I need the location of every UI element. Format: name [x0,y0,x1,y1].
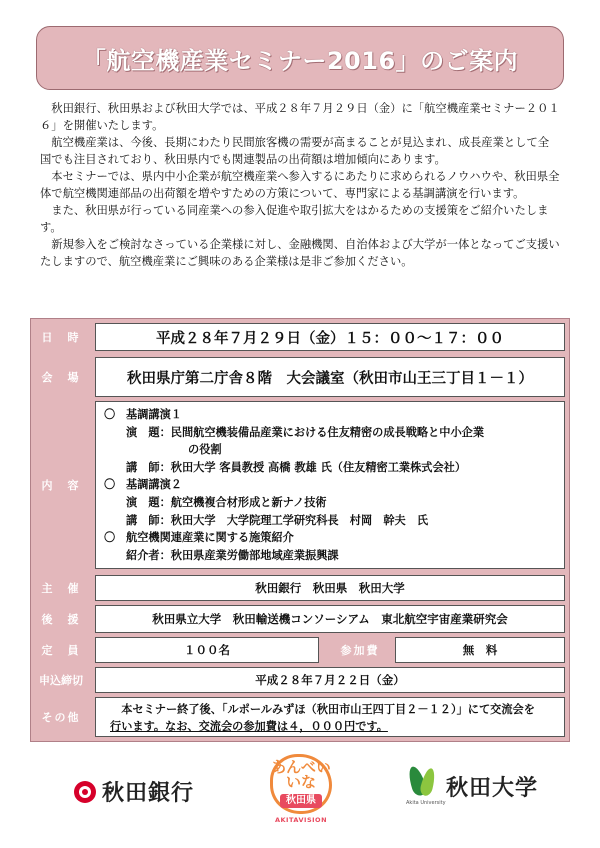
univ-sub: Akita University [406,800,446,806]
capacity-label: 定 員 [41,644,81,657]
introducer-label: 紹介者： [126,548,171,562]
intro-paragraph: また、秋田県が行っている同産業への参入促進や取引拡大をはかるための支援策をご紹介いたします。 [40,204,549,234]
deadline-label: 申込締切 [39,674,83,687]
intro-paragraph: 秋田銀行、秋田県および秋田大学では、平成２８年７月２９日（金）に「航空機産業セミナー２０１６」を開催いたします。 [40,102,560,132]
intro-paragraph: 航空機産業は、今後、長期にわたり民間旅客機の需要が高まることが見込まれ、成長産業として全国でも注目されており、秋田県内でも関連製品の出荷額は増加傾向にあります。 [40,136,550,166]
fee-value: 無 料 [395,637,565,663]
keynote2-speaker: 秋田大学 大学院理工学研究科長 村岡 幹夫 氏 [170,513,429,527]
keynote2-heading: 基調講演２ [126,478,182,492]
pref-name: 秋田県 [280,794,322,808]
intro-paragraph: 新規参入をご検討なさっている企業様に対し、金融機関、自治体および大学が一体となってご支援いたしますので、航空機産業にご興味のある企業様は是非ご参加ください。 [40,238,560,268]
policy-heading: 航空機関連産業に関する施策紹介 [126,531,294,545]
intro-paragraph: 本セミナーでは、県内中小企業が航空機産業へ参入するにあたりに求められるノウハウや、秋田県全体で航空機関連部品の出荷額を増やすための方策について、専門家による基調講演を行います。 [40,170,560,200]
intro-text [40,100,560,270]
other-box [95,697,565,737]
other-line-1: 本セミナー終了後、「ルポールみずほ（秋田市山王四丁目２－１２）」にて交流会を [121,703,535,716]
keynote1-topic-cont: の役割 [188,443,222,457]
title-banner [36,26,564,90]
topic-label: 演 題： [126,495,171,509]
content-label: 内 容 [41,479,81,492]
policy-introducer: 秋田県産業労働部地域産業振興課 [170,548,339,562]
keynote1-heading: 基調講演１ [126,408,182,421]
pref-slogan: あんべいいな [271,758,331,791]
bank-circle-icon [74,781,96,803]
content-box [95,401,565,569]
bank-name: 秋田銀行 [102,781,195,806]
akita-univ-logo [406,764,538,808]
keynote1-speaker: 秋田大学 客員教授 高橋 教雄 氏（住友精密工業株式会社） [170,460,467,474]
capacity-value: １００名 [95,637,319,663]
univ-name: 秋田大学 [446,775,539,801]
venue-value: 秋田県庁第二庁舎８階 大会議室（秋田市山王三丁目１－１） [95,357,565,397]
host-value: 秋田銀行 秋田県 秋田大学 [95,575,565,601]
speaker-label: 講 師： [126,513,171,527]
bullet-mark: 〇 [104,531,116,545]
keynote1-topic: 民間航空機装備品産業における住友精密の成長戦略と中小企業 [170,425,485,439]
bullet-mark: 〇 [104,478,116,492]
deadline-value: 平成２８年７月２２日（金） [95,667,565,693]
keynote2-topic: 航空機複合材形成と新ナノ技術 [170,495,327,509]
leaf-icon [406,764,446,808]
pref-vision: AKITAVISION [274,816,328,824]
other-line-2: 行います。なお、交流会の参加費は４，０００円です。 [110,720,388,733]
venue-label: 会 場 [41,371,81,384]
date-label: 日 時 [41,331,81,344]
support-value: 秋田県立大学 秋田輸送機コンソーシアム 東北航空宇宙産業研究会 [95,605,565,633]
host-label: 主 催 [41,582,81,595]
topic-label: 演 題： [126,425,171,439]
date-value: 平成２８年７月２９日（金）１５：００～１７：００ [95,323,565,351]
sponsor-logos [0,750,600,848]
other-label: その他 [41,711,81,724]
speaker-label: 講 師： [126,460,171,474]
support-label: 後 援 [41,613,81,626]
info-table [30,318,570,742]
page-title: 「航空機産業セミナー2016」のご案内 [81,46,519,75]
akita-pref-logo [268,754,334,828]
fee-label: 参加費 [340,644,380,657]
bullet-mark: 〇 [104,408,116,421]
akita-bank-logo [74,776,194,807]
